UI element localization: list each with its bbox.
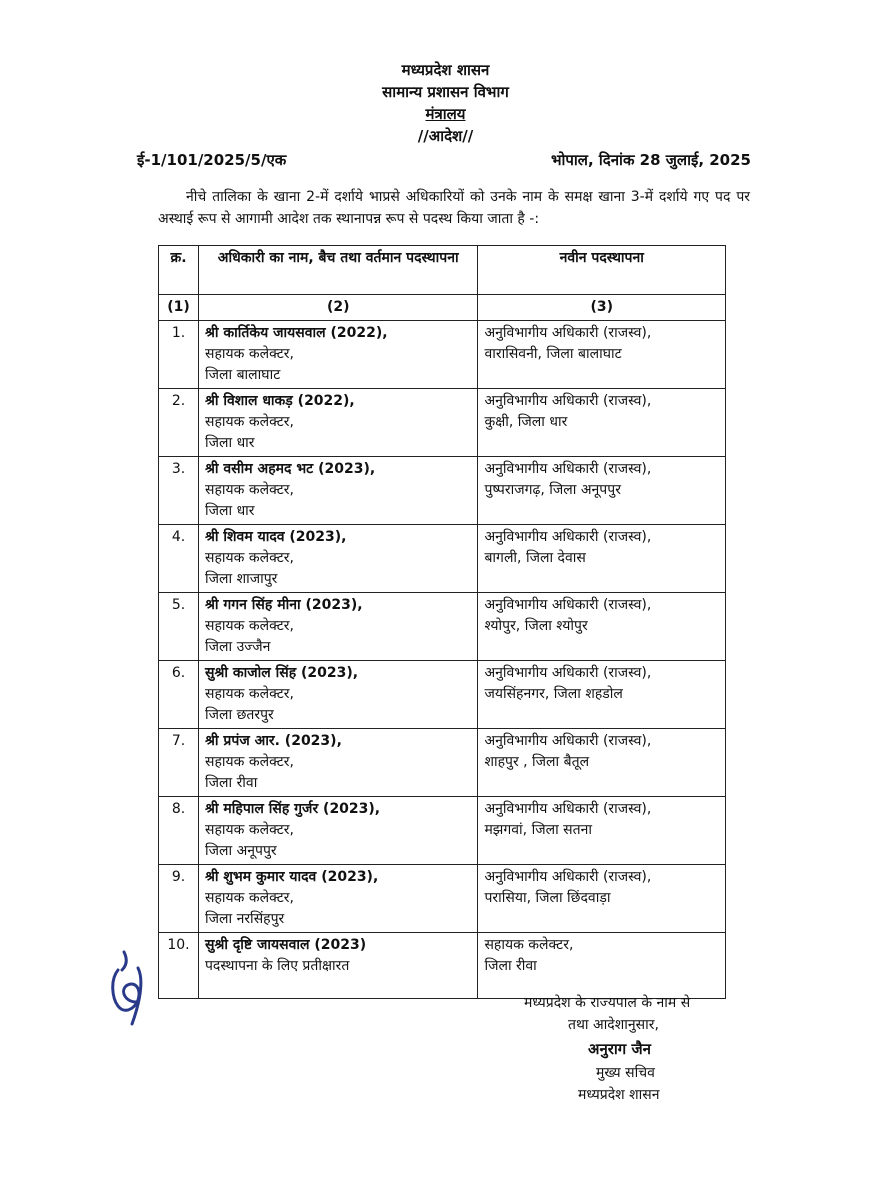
new-posting-post: अनुविभागीय अधिकारी (राजस्व), — [484, 325, 652, 341]
new-posting-post: अनुविभागीय अधिकारी (राजस्व), — [484, 529, 652, 545]
officer-cell — [198, 865, 477, 933]
officer-designation: सहायक कलेक्टर, — [204, 618, 294, 634]
new-posting-post: अनुविभागीय अधिकारी (राजस्व), — [484, 733, 652, 749]
officer-designation: सहायक कलेक्टर, — [204, 890, 294, 906]
serial-cell: 7. — [159, 729, 199, 797]
posting-table — [158, 245, 726, 999]
officer-cell — [198, 525, 477, 593]
officer-district: जिला छतरपुर — [204, 707, 274, 723]
reference-number: ई-1/101/2025/5/एक — [137, 151, 287, 169]
officer-designation: सहायक कलेक्टर, — [204, 482, 294, 498]
column-number: (2) — [198, 295, 477, 321]
col-header-officer: अधिकारी का नाम, बैच तथा वर्तमान पदस्थापना — [198, 246, 477, 295]
serial-cell: 5. — [159, 593, 199, 661]
officer-designation: सहायक कलेक्टर, — [204, 754, 294, 770]
header-order: //आदेश// — [417, 127, 474, 145]
officer-cell — [198, 933, 477, 999]
table-row — [159, 525, 726, 593]
serial-cell: 1. — [159, 321, 199, 389]
serial-cell: 10. — [159, 933, 199, 999]
place-date: भोपाल, दिनांक 28 जुलाई, 2025 — [550, 151, 751, 169]
new-posting-place: मझगवां, जिला सतना — [484, 822, 593, 838]
column-number: (3) — [478, 295, 726, 321]
officer-name: श्री कार्तिकेय जायसवाल (2022), — [204, 325, 388, 341]
officer-name: श्री शिवम यादव (2023), — [204, 529, 347, 545]
officer-cell — [198, 729, 477, 797]
header-ministry: मंत्रालय — [425, 105, 466, 123]
officer-designation: सहायक कलेक्टर, — [204, 822, 294, 838]
table-row — [159, 729, 726, 797]
table-row — [159, 933, 726, 999]
column-number-row — [159, 295, 726, 321]
officer-designation: सहायक कलेक्टर, — [204, 550, 294, 566]
new-posting-place: श्योपुर, जिला श्योपुर — [484, 618, 588, 634]
officer-name: श्री विशाल धाकड़ (2022), — [204, 393, 355, 409]
serial-cell: 6. — [159, 661, 199, 729]
officer-name: सुश्री काजोल सिंह (2023), — [204, 665, 359, 681]
officer-district: जिला उज्जैन — [204, 639, 271, 655]
new-posting-place: पुष्पराजगढ़, जिला अनूपपुर — [484, 482, 621, 498]
new-posting-post: अनुविभागीय अधिकारी (राजस्व), — [484, 801, 652, 817]
order-body-text — [158, 186, 750, 230]
signatory-name: अनुराग जैन — [588, 1040, 651, 1058]
table-row — [159, 593, 726, 661]
handwritten-initials-mark — [104, 940, 164, 1030]
new-posting-cell — [478, 797, 726, 865]
new-posting-cell — [478, 389, 726, 457]
officer-cell — [198, 389, 477, 457]
new-posting-place: कुक्षी, जिला धार — [484, 414, 568, 430]
table-row — [159, 797, 726, 865]
officer-district: जिला नरसिंहपुर — [204, 911, 285, 927]
new-posting-cell — [478, 729, 726, 797]
officer-district: जिला धार — [204, 435, 255, 451]
new-posting-place: जिला रीवा — [484, 958, 537, 974]
new-posting-place: बागली, जिला देवास — [484, 550, 586, 566]
signatory-office: मध्यप्रदेश शासन — [578, 1087, 660, 1103]
new-posting-post: सहायक कलेक्टर, — [484, 937, 574, 953]
officer-name: श्री महिपाल सिंह गुर्जर (2023), — [204, 801, 381, 817]
new-posting-post: अनुविभागीय अधिकारी (राजस्व), — [484, 393, 652, 409]
officer-name: श्री शुभम कुमार यादव (2023), — [204, 869, 379, 885]
new-posting-place: परासिया, जिला छिंदवाड़ा — [484, 890, 611, 906]
officer-designation: सहायक कलेक्टर, — [204, 414, 294, 430]
new-posting-cell — [478, 865, 726, 933]
serial-cell: 8. — [159, 797, 199, 865]
table-row — [159, 389, 726, 457]
new-posting-cell — [478, 457, 726, 525]
new-posting-cell — [478, 321, 726, 389]
officer-designation: सहायक कलेक्टर, — [204, 686, 294, 702]
new-posting-post: अनुविभागीय अधिकारी (राजस्व), — [484, 461, 652, 477]
signature-order-line: तथा आदेशानुसार, — [568, 1017, 659, 1033]
table-row — [159, 321, 726, 389]
new-posting-cell — [478, 933, 726, 999]
header-government: मध्यप्रदेश शासन — [401, 61, 490, 79]
column-number: (1) — [159, 295, 199, 321]
new-posting-cell — [478, 661, 726, 729]
new-posting-place: शाहपुर , जिला बैतूल — [484, 754, 590, 770]
officer-cell — [198, 593, 477, 661]
officer-name: श्री वसीम अहमद भट (2023), — [204, 461, 376, 477]
serial-cell: 9. — [159, 865, 199, 933]
officer-district: जिला बालाघाट — [204, 367, 281, 383]
col-header-new-posting: नवीन पदस्थापना — [478, 246, 726, 295]
new-posting-cell — [478, 593, 726, 661]
signatory-title: मुख्य सचिव — [596, 1065, 655, 1081]
officer-cell — [198, 797, 477, 865]
serial-cell: 2. — [159, 389, 199, 457]
new-posting-cell — [478, 525, 726, 593]
officer-district: जिला धार — [204, 503, 255, 519]
signature-authority-line: मध्यप्रदेश के राज्यपाल के नाम से — [524, 995, 691, 1011]
serial-cell: 3. — [159, 457, 199, 525]
new-posting-post: अनुविभागीय अधिकारी (राजस्व), — [484, 869, 652, 885]
officer-cell — [198, 321, 477, 389]
table-row — [159, 661, 726, 729]
officer-name: श्री प्रपंज आर. (2023), — [204, 733, 342, 749]
officer-status: पदस्थापना के लिए प्रतीक्षारत — [204, 958, 350, 974]
table-header-row — [159, 246, 726, 295]
officer-district: जिला रीवा — [204, 775, 258, 791]
officer-district: जिला अनूपपुर — [204, 843, 277, 859]
officer-name: सुश्री दृष्टि जायसवाल (2023) — [204, 937, 367, 953]
officer-designation: सहायक कलेक्टर, — [204, 346, 294, 362]
serial-cell: 4. — [159, 525, 199, 593]
officer-name: श्री गगन सिंह मीना (2023), — [204, 597, 363, 613]
new-posting-place: वारासिवनी, जिला बालाघाट — [484, 346, 622, 362]
new-posting-post: अनुविभागीय अधिकारी (राजस्व), — [484, 597, 652, 613]
officer-cell — [198, 457, 477, 525]
header-department: सामान्य प्रशासन विभाग — [382, 83, 509, 101]
new-posting-post: अनुविभागीय अधिकारी (राजस्व), — [484, 665, 652, 681]
col-header-serial: क्र. — [159, 246, 199, 295]
table-row — [159, 457, 726, 525]
officer-district: जिला शाजापुर — [204, 571, 278, 587]
officer-cell — [198, 661, 477, 729]
order-body-content: नीचे तालिका के खाना 2-में दर्शाये भाप्रसे अधिकारियों को उनके नाम के समक्ष खाना 3-में दर्शाये गए पद पर अस्थाई रूप से आगामी आदेश तक स्थानापन्न रूप से पदस्थ किया जाता है -: — [158, 189, 750, 227]
table-row — [159, 865, 726, 933]
new-posting-place: जयसिंहनगर, जिला शहडोल — [484, 686, 623, 702]
